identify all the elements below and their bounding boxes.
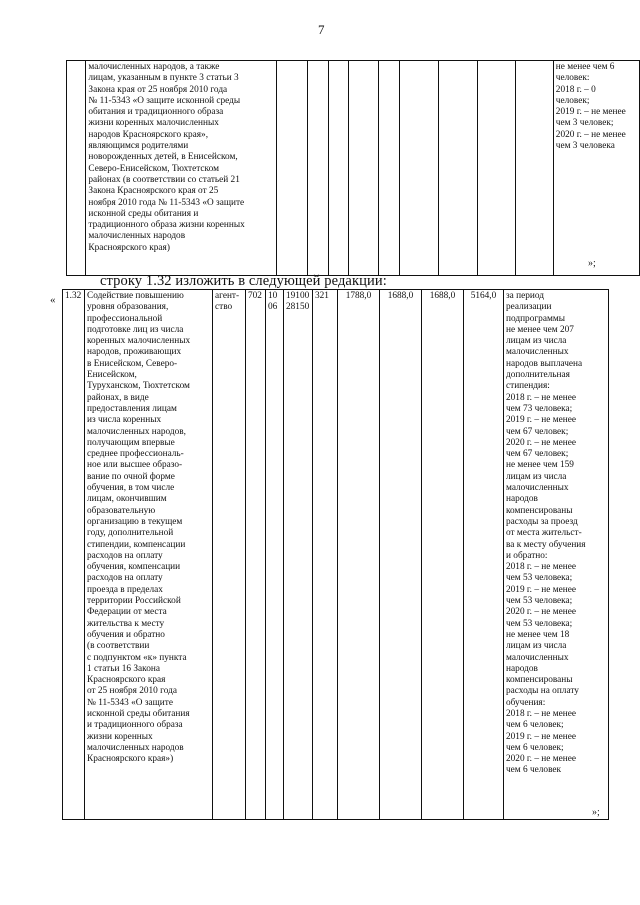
row-grbs: 702 — [246, 290, 266, 820]
previous-row-description: малочисленных народов, а также лицам, указанным в пункте 3 статьи 3 Закона края от 25 ноября 2010 года № 11-5343 «О защите исконной среды обитания и традиционного образа жизни коренных малочисленных народов Красноярского края», являющимся родителями новорожденных детей, в Енисейском, Северо-Енисейском, Тюхтетском районах (в соответствии со статьей 21 Закона Красноярского края от 25 ноября 2010 года № 11-5343 «О защите исконной среды обитания и традиционного образа жизни коренных малочисленных народов Красноярского края) — [86, 61, 277, 276]
row-total-amount: 5164,0 — [464, 290, 504, 820]
empty-cell — [308, 61, 328, 276]
row-description: Содействие повышению уровня образования, профессиональной подготовке лиц из числа коренных малочисленных народов, проживающих в Енисейском, Северо- Енисейском, Туруханском, Тюхтетском районах, в виде предоставления лицам из числа коренных малочисленных народов, получающим впервые среднее профессиональ- ное или высшее образо- вание по очной форме обучения, в том числе лицам, окончившим образовательную организацию в текущем году, дополнительной стипендии, компенсации расходов на оплату обучения, компенсации расходов на оплату проезда в пределах территории Российской Федерации от места жительства к месту обучения и обратно (в соответствии с подпунктом «к» пункта 1 статьи 16 Закона Красноярского края от 25 ноября 2010 года № 11-5343 «О защите исконной среды обитания и традиционного образа жизни коренных малочисленных народов Красноярского края») — [85, 290, 213, 820]
page-number: 7 — [318, 22, 325, 37]
empty-cell — [349, 61, 379, 276]
empty-cell — [328, 61, 348, 276]
previous-row-table — [66, 60, 640, 276]
previous-row-result: не менее чем 6 человек: 2018 г. – 0 человек; 2019 г. – не менее чем 3 человек; 2020 г. – не менее чем 3 человека — [553, 61, 639, 276]
row-number: 1.32 — [63, 290, 85, 820]
empty-cell — [438, 61, 477, 276]
row-rzpr: 10 06 — [266, 290, 284, 820]
row-executor: агент- ство — [213, 290, 246, 820]
end-quote-mark: »; — [588, 258, 596, 269]
open-quote-mark: « — [50, 294, 56, 306]
row-2018-amount: 1788,0 — [338, 290, 380, 820]
empty-cell — [67, 61, 86, 276]
empty-cell — [378, 61, 399, 276]
empty-cell — [516, 61, 554, 276]
row-2020-amount: 1688,0 — [422, 290, 464, 820]
row-1-32-table — [62, 289, 609, 820]
end-quote-mark: »; — [592, 807, 600, 818]
row-vr: 321 — [313, 290, 338, 820]
empty-cell — [477, 61, 516, 276]
amendment-instruction: строку 1.32 изложить в следующей редакции: — [100, 273, 387, 289]
row-2019-amount: 1688,0 — [380, 290, 422, 820]
row-csr: 19100 28150 — [284, 290, 313, 820]
empty-cell — [277, 61, 308, 276]
empty-cell — [400, 61, 439, 276]
row-result: за период реализации подпрограммы не менее чем 207 лицам из числа малочисленных народов выплачена дополнительная стипендия: 2018 г. – не менее чем 73 человека; 2019 г. – не менее чем 67 человек; 2020 г. – не менее чем 67 человек; не менее чем 159 лицам из числа малочисленных народов компенсированы расходы за проезд от места жительст- ва к месту обучения и обратно: 2018 г. – не менее чем 53 человека; 2019 г. – не менее чем 53 человека; 2020 г. – не менее чем 53 человека; не менее чем 18 лицам из числа малочисленных народов компенсированы расходы на оплату обучения: 2018 г. – не менее чем 6 человек; 2019 г. – не менее чем 6 человек; 2020 г. – не менее чем 6 человек — [504, 290, 609, 820]
